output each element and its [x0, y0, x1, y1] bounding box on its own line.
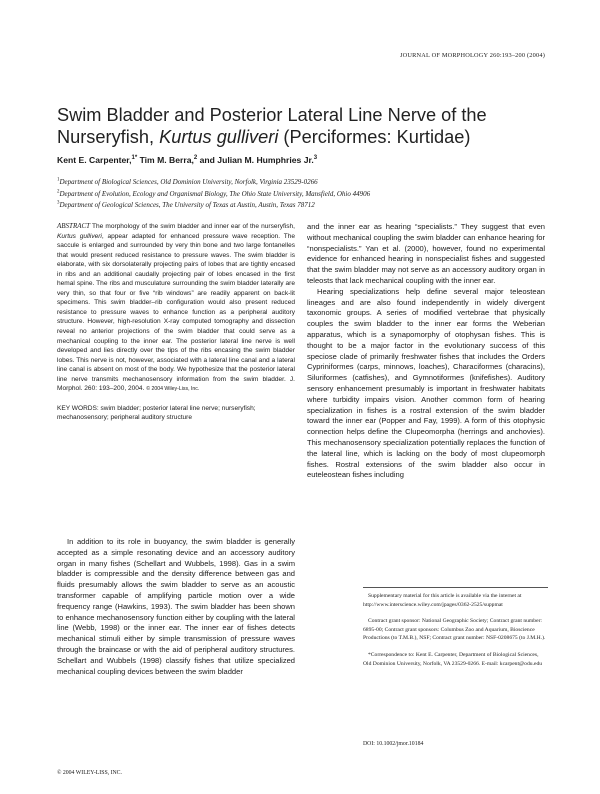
affiliations — [57, 177, 557, 212]
footnote-supplementary: Supplementary material for this article is available via the internet at http://www.interscience.wiley.com/jpages/0362-2525/suppmat — [363, 593, 522, 608]
title-species: Kurtus gulliveri — [159, 127, 279, 147]
author-name: Kent E. Carpenter, — [57, 155, 132, 165]
affiliation — [57, 177, 557, 189]
affiliation-text: Department of Evolution, Ecology and Organismal Biology, The Ohio State University, Mansfield, Ohio 44906 — [59, 189, 371, 198]
title-tail: (Perciformes: Kurtidae) — [278, 127, 471, 147]
body-paragraph: and the inner ear as hearing “specialists.” They suggest that even without mechanical coupling the swim bladder can enhance hearing for “nonspecialists.” Yan et al. (2000), however, found no experimental evidence for enhanced hearing in nonspecialist fishes and suggested that the swim bladder may not serve as an accessory auditory organ in teleosts that lack mechanical coupling with the inner ear. — [307, 222, 545, 285]
left-column-abstract — [57, 222, 295, 423]
affiliation — [57, 200, 557, 212]
abstract-text: The morphology of the swim bladder and inner ear of the nurseryfish, — [90, 223, 295, 230]
author-name: Tim M. Berra, — [139, 155, 194, 165]
affiliation-text: Department of Biological Sciences, Old Dominion University, Norfolk, Virginia 23529-0266 — [59, 178, 318, 186]
abstract-label: ABSTRACT — [57, 222, 91, 230]
affiliation — [57, 189, 557, 201]
author-affil-mark: 3 — [313, 155, 318, 162]
author-affil-mark: 1* — [131, 155, 138, 162]
publisher-copyright: © 2004 WILEY-LISS, INC. — [57, 770, 122, 776]
affiliation-number: 2 — [57, 189, 60, 195]
right-column-body — [307, 222, 545, 481]
affiliation-number: 3 — [57, 200, 60, 206]
footnote-correspondence: *Correspondence to: Kent E. Carpenter, Department of Biological Sciences, Old Dominion University, Norfolk, VA 23529-0266. E-mail: kcarpent@odu.edu — [363, 651, 543, 667]
affiliation-number: 1 — [57, 177, 60, 183]
body-paragraph: Hearing specializations help define several major teleostean lineages and are also found independently in widely divergent taxonomic groups. A series of modified vertebrae that physically couples the swim bladder to the inner ear forms the Weberian apparatus, which is a synapomorphy of otophysan fishes. This is thought to be a major factor in the evolutionary success of this speciose clade of primarily freshwater fishes that includes the Orders Cypriniformes (carps, minnows, loaches), Characiformes (characins), Siluriformes (catfishes), and Gymnotiformes (knifefishes). Auditory sensory enhancement presumably is important in freshwater habitats where turbidity impairs vision. Another common form of hearing specialization in fishes is a rostral extension of the swim bladder toward the inner ear (Popper and Fay, 1999). A form of this otophysic connection helps define the Clupeomorpha (herrings and anchovies). This mechanosensory specialization potentially replaces the function of the lateral line, which is lacking on the body of most clupeomorph fishes. Rostral extensions of the swim bladder also occur in euteleostean fishes including — [307, 286, 545, 480]
journal-running-header: JOURNAL OF MORPHOLOGY 260:193–200 (2004) — [399, 52, 545, 59]
keywords: KEY WORDS: swim bladder; posterior lateral line nerve; nurseryfish; mechanosensory; peripheral auditory structure — [57, 404, 256, 422]
author-list — [57, 155, 547, 165]
title-main: Swim Bladder and Posterior Lateral Line Nerve of the Nurseryfish, — [57, 105, 487, 147]
left-column-body — [57, 537, 295, 677]
footnote-grant: Contract grant sponsor: National Geographic Society; Contract grant number: 6895-00; Contract grant sponsors: Columbus Zoo and Aquarium, Bioscience Productions (to T.M.B.), NSF; Contract grant number: NSF-0208675 (to J.M.H.). — [363, 618, 546, 642]
footnotes — [363, 587, 547, 676]
doi: DOI: 10.1002/jmor.10184 — [363, 741, 424, 747]
abstract-text: , appear adapted for enhanced pressure wave reception. The saccule is enlarged and surrounded by very thin bone and two large fontanelles that would present reduced resistance to pressure waves. The swim bladder is elaborate, with six dorsolaterally projecting pairs of lobes that are tightly encased in ribs and an additional caudally projecting pair of lobes encased in the first hemal spine. The ribs and musculature surrounding the swim bladder laterally are very thin, so that four or five “rib windows” are readily apparent on back-lit specimens. This swim bladder–rib configuration would also present reduced resistance to pressure waves to enhance function as a peripheral auditory structure. However, high-resolution X-ray computed tomography and dissection reveal no anterior projections of the swim bladder that could serve as a mechanical coupling to the inner ear. The posterior lateral line nerve is well developed and lies directly over the tips of the ribs encasing the swim bladder lobes. This nerve is not, however, associated with a lateral line canal and a lateral line canal is absent on most of the body. We hypothesize that the posterior lateral line nerve transmits mechanosensory information from the swim bladder. J. Morphol. 260: 193–200, 2004. — [57, 232, 295, 393]
author-affil-mark: 2 — [193, 155, 198, 162]
body-paragraph: In addition to its role in buoyancy, the swim bladder is generally accepted as a simple resonating device and an accessory auditory organ in many fishes (Schellart and Wubbels, 1998). Gas in a swim bladder is compressible and the density difference between gas and fluids presumably allows the swim bladder to serve as an acoustic transformer capable of amplifying particle motion over a wide frequency range (Hawkins, 1993). The swim bladder has been shown to enhance mechanosensory function either by coupling with the lateral line (Webb, 1998) or the inner ear. The inner ear of fishes detects mechanical stimuli either by simple transmission of pressure waves through the braincase or with the aid of peripheral auditory structures. Schellart and Wubbels (1998) classify fishes that utilize specialized mechanical coupling devices between the swim bladder — [57, 537, 295, 676]
author-name: and Julian M. Humphries Jr. — [199, 155, 314, 165]
abstract — [57, 222, 295, 395]
article-title — [57, 104, 547, 148]
abstract-species: Kurtus gulliveri — [57, 232, 102, 240]
affiliation-text: Department of Geological Sciences, The University of Texas at Austin, Austin, Texas 78712 — [59, 201, 315, 210]
abstract-copyright: © 2004 Wiley-Liss, Inc. — [146, 386, 200, 393]
footnote-divider — [363, 587, 548, 588]
